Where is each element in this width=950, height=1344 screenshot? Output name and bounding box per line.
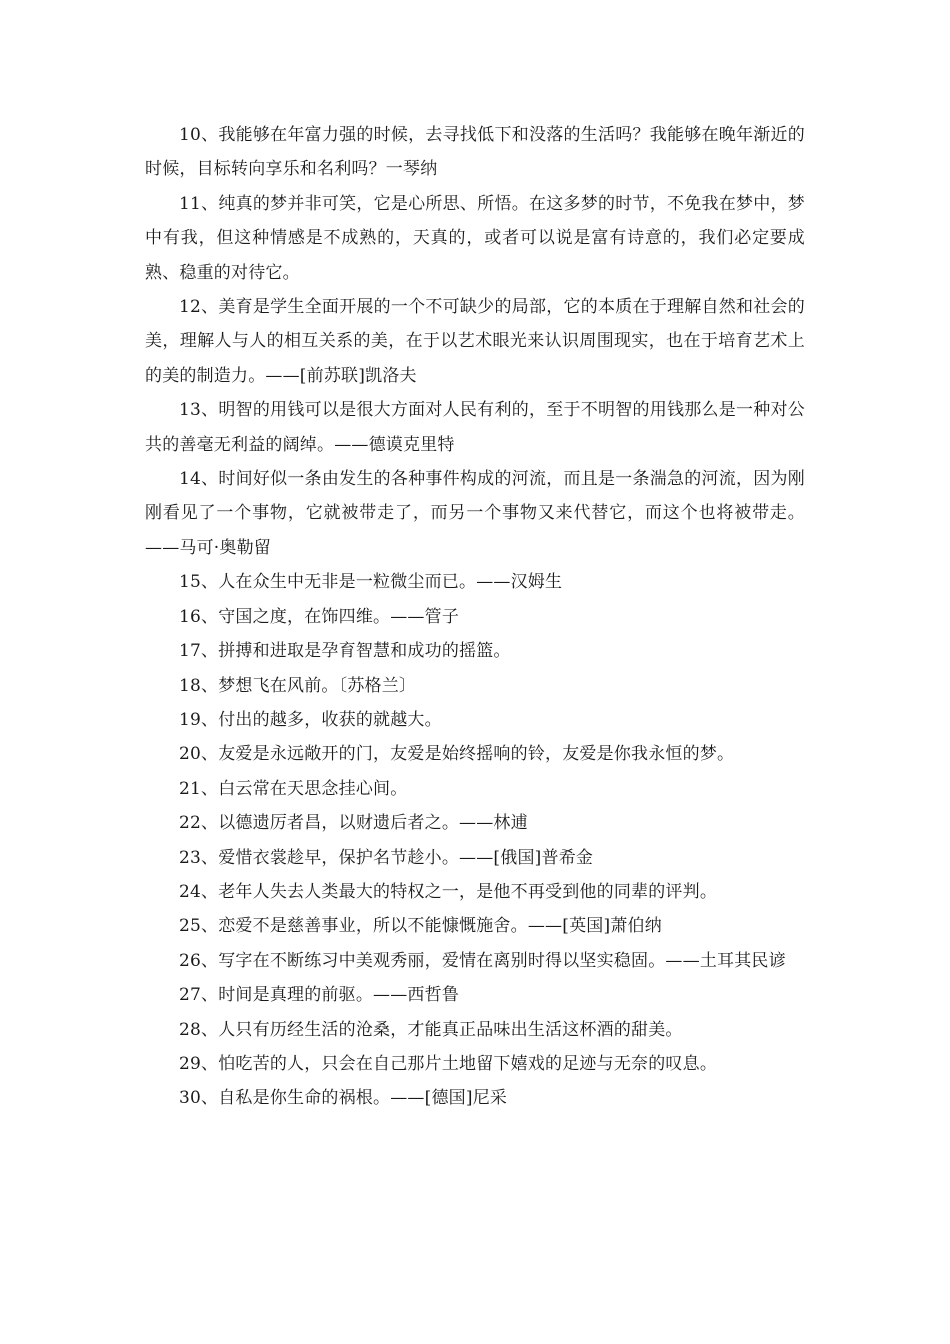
- quote-paragraph: 17、拼搏和进取是孕育智慧和成功的摇篮。: [179, 641, 511, 662]
- quote-paragraph: 26、写字在不断练习中美观秀丽，爱情在离别时得以坚实稳固。——土耳其民谚: [179, 950, 786, 971]
- quote-paragraph: 16、守国之度，在饰四维。——管子: [179, 606, 460, 627]
- quote-paragraph: 28、人只有历经生活的沧桑，才能真正品味出生活这杯酒的甜美。: [179, 1019, 683, 1040]
- quote-paragraph: 21、白云常在天思念挂心间。: [179, 778, 408, 799]
- quote-paragraph: 29、怕吃苦的人，只会在自己那片土地留下嬉戏的足迹与无奈的叹息。: [179, 1053, 718, 1074]
- quote-paragraph: 23、爱惜衣裳趁早，保护名节趁小。——[俄国]普希金: [179, 847, 594, 868]
- quote-paragraph: 30、自私是你生命的祸根。——[德国]尼采: [179, 1088, 508, 1109]
- document-body: [145, 118, 805, 1116]
- quote-paragraph: 25、恋爱不是慈善事业，所以不能慷慨施舍。——[英国]萧伯纳: [179, 916, 662, 937]
- quote-paragraph: 11、纯真的梦并非可笑，它是心所思、所悟。在这多梦的时节，不免我在梦中，梦中有我，但这种情感是不成熟的，天真的，或者可以说是富有诗意的，我们必定要成熟、稳重的对待它。: [145, 193, 805, 283]
- quote-paragraph: 19、付出的越多，收获的就越大。: [179, 709, 442, 730]
- quote-paragraph: 22、以德遗厉者昌，以财遗后者之。——林逋: [179, 813, 528, 834]
- quote-paragraph: 12、美育是学生全面开展的一个不可缺少的局部，它的本质在于理解自然和社会的美，理解人与人的相互关系的美，在于以艺术眼光来认识周围现实，也在于培育艺术上的美的制造力。——[前苏联]凯洛夫: [145, 297, 805, 386]
- quote-paragraph: 10、我能够在年富力强的时候，去寻找低下和没落的生活吗？我能够在晚年渐近的时候，目标转向享乐和名利吗？一琴纳: [145, 125, 805, 180]
- quote-paragraph: 20、友爱是永远敞开的门，友爱是始终摇响的铃，友爱是你我永恒的梦。: [179, 744, 735, 765]
- quote-paragraph: 27、时间是真理的前驱。——西哲鲁: [179, 985, 460, 1006]
- quote-paragraph: 15、人在众生中无非是一粒微尘而已。——汉姆生: [179, 572, 563, 593]
- quote-paragraph: 24、老年人失去人类最大的特权之一，是他不再受到他的同辈的评判。: [179, 881, 718, 902]
- quote-paragraph: 13、明智的用钱可以是很大方面对人民有利的，至于不明智的用钱那么是一种对公共的善毫无利益的阔绰。——德谟克里特: [145, 400, 805, 455]
- quote-paragraph: 14、时间好似一条由发生的各种事件构成的河流，而且是一条湍急的河流，因为刚刚看见了一个事物，它就被带走了，而另一个事物又来代替它，而这个也将被带走。——马可·奥勒留: [145, 469, 805, 558]
- quote-paragraph: 18、梦想飞在风前。〔苏格兰〕: [179, 675, 417, 696]
